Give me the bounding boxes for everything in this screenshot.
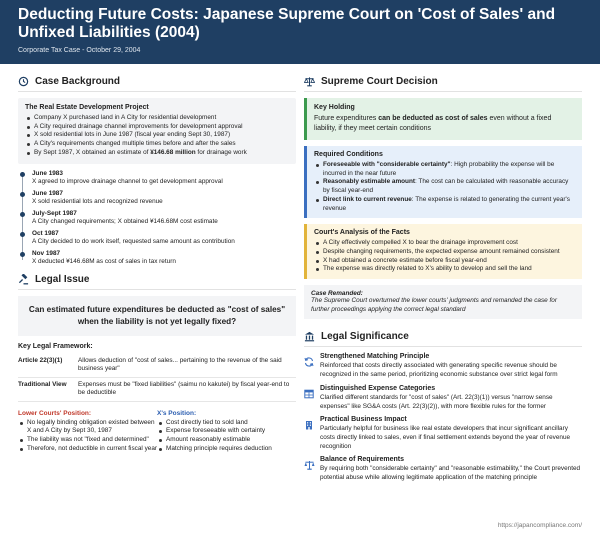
page-header: [0, 0, 600, 64]
condition-name: Foreseeable with "considerable certainty": [323, 161, 451, 168]
list-item: A City effectively compelled X to bear the drainage improvement cost: [314, 239, 575, 248]
list-item: Company X purchased land in A City for residential development: [25, 114, 289, 123]
conditions-title: Required Conditions: [314, 151, 383, 158]
timeline-date: Nov 1987: [32, 249, 61, 257]
legal-issue-heading: [18, 270, 296, 290]
sync-icon: [304, 353, 316, 379]
list-item: The expense was directly related to X's ability to develop and sell the land: [314, 265, 575, 274]
timeline: [18, 170, 296, 266]
list-item: [314, 178, 575, 195]
scales-icon: [304, 76, 315, 87]
list-item: A City's requirements changed multiple times before and after the sales: [25, 140, 289, 149]
timeline-date: July-Sept 1987: [32, 209, 77, 217]
significance-item-text: By requiring both "considerable certainty" and "reasonable estimability," the Court prevented potential abuse while allowing legitimate application of the matching principle: [320, 465, 581, 482]
timeline-dot: [20, 212, 25, 217]
x-position-title: X's Position:: [157, 409, 197, 417]
timeline-item: [32, 190, 296, 206]
list-item: Cost directly tied to sold land: [157, 419, 296, 428]
significance-item: [304, 416, 582, 451]
required-conditions-box: [304, 146, 582, 218]
condition-name: Reasonably estimable amount: [323, 178, 415, 186]
significance-item-text: Clarified different standards for "cost of sales" (Art. 22(3)(1)) versus "narrow sense expenses" like SG&A costs (Art. 22(3)(2)), with more flexible rules for the former: [320, 393, 553, 410]
significance-item-text: Reinforced that costs directly associated with generating specific revenue should be recognized in the same period, prioritizing economic substance over strict legal form: [320, 362, 558, 379]
bullet-text: for drainage work: [195, 148, 247, 156]
list-item: X had obtained a concrete estimate before fiscal year-end: [314, 257, 575, 266]
list-item: [25, 149, 289, 158]
significance-item: [304, 456, 582, 482]
significance-title: Legal Significance: [321, 331, 409, 343]
timeline-dot: [20, 192, 25, 197]
timeline-dot: [20, 172, 25, 177]
project-title: The Real Estate Development Project: [25, 104, 149, 111]
timeline-dot: [20, 252, 25, 257]
remand-box: [304, 285, 582, 319]
framework-row: [18, 354, 296, 378]
framework-value: Allows deduction of "cost of sales... pertaining to the revenue of the said business year": [78, 356, 282, 373]
significance-item: [304, 353, 582, 379]
project-bullets: [25, 114, 289, 158]
x-position: [157, 410, 296, 454]
case-background-heading: [18, 72, 296, 92]
list-item: Despite changing requirements, the expected expense amount remained consistent: [314, 248, 575, 257]
timeline-text: X deducted ¥146.68M as cost of sales in tax return: [32, 257, 176, 265]
timeline-item: [32, 210, 296, 226]
significance-item-title: Distinguished Expense Categories: [320, 384, 436, 392]
timeline-date: June 1983: [32, 169, 63, 177]
holding-title: Key Holding: [314, 104, 355, 111]
timeline-text: X agreed to improve drainage channel to get development approval: [32, 177, 223, 185]
holding-prefix: Future expenditures: [314, 115, 379, 122]
significance-item-title: Balance of Requirements: [320, 456, 405, 464]
footer-url[interactable]: https://japancompliance.com/: [497, 522, 582, 529]
significance-heading: [304, 327, 582, 347]
case-background-title: Case Background: [35, 76, 121, 87]
list-item: A City required drainage channel improvements for development approval: [25, 123, 289, 132]
project-box: [18, 98, 296, 164]
list-item: [314, 161, 575, 178]
list-item: [314, 196, 575, 213]
framework-title: Key Legal Framework:: [18, 342, 93, 350]
analysis-box: [304, 224, 582, 279]
analysis-title: Court's Analysis of the Facts: [314, 229, 410, 237]
right-column: [304, 72, 582, 488]
left-column: [18, 72, 296, 453]
page-title: Deducting Future Costs: Japanese Supreme Court on 'Cost of Sales' and Unfixed Liabilities (2004): [18, 6, 556, 41]
list-item: X sold residential lots in June 1987 (fiscal year ending Sept 30, 1987): [25, 131, 289, 140]
holding-text: [314, 114, 575, 134]
history-icon: [18, 76, 29, 87]
timeline-date: Oct 1987: [32, 229, 59, 237]
positions: [18, 410, 296, 454]
condition-text: : The cost can be calculated with reasonable accuracy by fiscal year-end: [323, 178, 569, 195]
lower-courts-title: Lower Courts' Position:: [18, 409, 92, 417]
framework-key: Traditional View: [18, 380, 67, 388]
significance-item-title: Strengthened Matching Principle: [320, 353, 430, 361]
timeline-item: [32, 170, 296, 186]
bullet-text: By Sept 1987, X obtained an estimate of: [34, 148, 151, 156]
list-item: Therefore, not deductible in current fiscal year: [18, 445, 157, 454]
holding-bold: can be deducted as cost of sales: [378, 115, 488, 122]
list-item: No legally binding obligation existed between X and A City by Sept 30, 1987: [18, 419, 157, 436]
list-item: Matching principle requires deduction: [157, 445, 296, 454]
timeline-date: June 1987: [32, 189, 63, 197]
timeline-text: A City changed requirements; X obtained ¥146.68M cost estimate: [32, 217, 218, 225]
list-item: Amount reasonably estimable: [157, 436, 296, 445]
significance-item-text: Particularly helpful for business like real estate developers that incur significant ancillary costs directly linked to sales, even if final settlement extends beyond the year of revenue recognition: [320, 425, 571, 450]
holding-suffix: even without a fixed liability, if they meet certain conditions: [314, 115, 552, 132]
list-item: Expense foreseeable with certainty: [157, 427, 296, 436]
timeline-item: [32, 250, 296, 266]
list-item: The liability was not "fixed and determined": [18, 436, 157, 445]
timeline-text: X sold residential lots and recognized revenue: [32, 197, 163, 205]
condition-text: : The expense is related to generating the current year's revenue: [323, 195, 570, 212]
decision-heading: [304, 72, 582, 92]
remand-title: Case Remanded:: [311, 290, 363, 298]
lower-courts-position: [18, 410, 157, 454]
framework-key: Article 22(3)(1): [18, 356, 63, 364]
framework-value: Expenses must be "fixed liabilities" (saimu no kakutei) by fiscal year-end to be deductible: [78, 380, 290, 397]
framework-row: [18, 378, 296, 402]
decision-title: Supreme Court Decision: [321, 76, 438, 87]
gavel-icon: [18, 274, 29, 285]
legal-question: Can estimated future expenditures be deducted as "cost of sales" when the liability is not yet legally fixed?: [18, 296, 296, 336]
significance-item-title: Practical Business Impact: [320, 416, 407, 424]
timeline-dot: [20, 232, 25, 237]
bank-icon: [304, 331, 315, 342]
significance-item: [304, 385, 582, 411]
page-subtitle: Corporate Tax Case - October 29, 2004: [18, 47, 141, 54]
bullet-amount: ¥146.68 million: [150, 148, 196, 156]
condition-text: : High probability the expense will be incurred in the near future: [323, 161, 555, 177]
key-holding-box: [304, 98, 582, 140]
balance-icon: [304, 456, 316, 482]
condition-name: Direct link to current revenue: [323, 195, 412, 203]
timeline-item: [32, 230, 296, 246]
building-icon: [304, 416, 316, 451]
table-icon: [304, 385, 316, 411]
remand-text: The Supreme Court overturned the lower courts' judgments and remanded the case for further proceedings applying the correct legal standard: [311, 297, 557, 313]
timeline-text: A City decided to do work itself, requested same amount as contribution: [32, 237, 235, 245]
legal-issue-title: Legal Issue: [35, 273, 90, 285]
